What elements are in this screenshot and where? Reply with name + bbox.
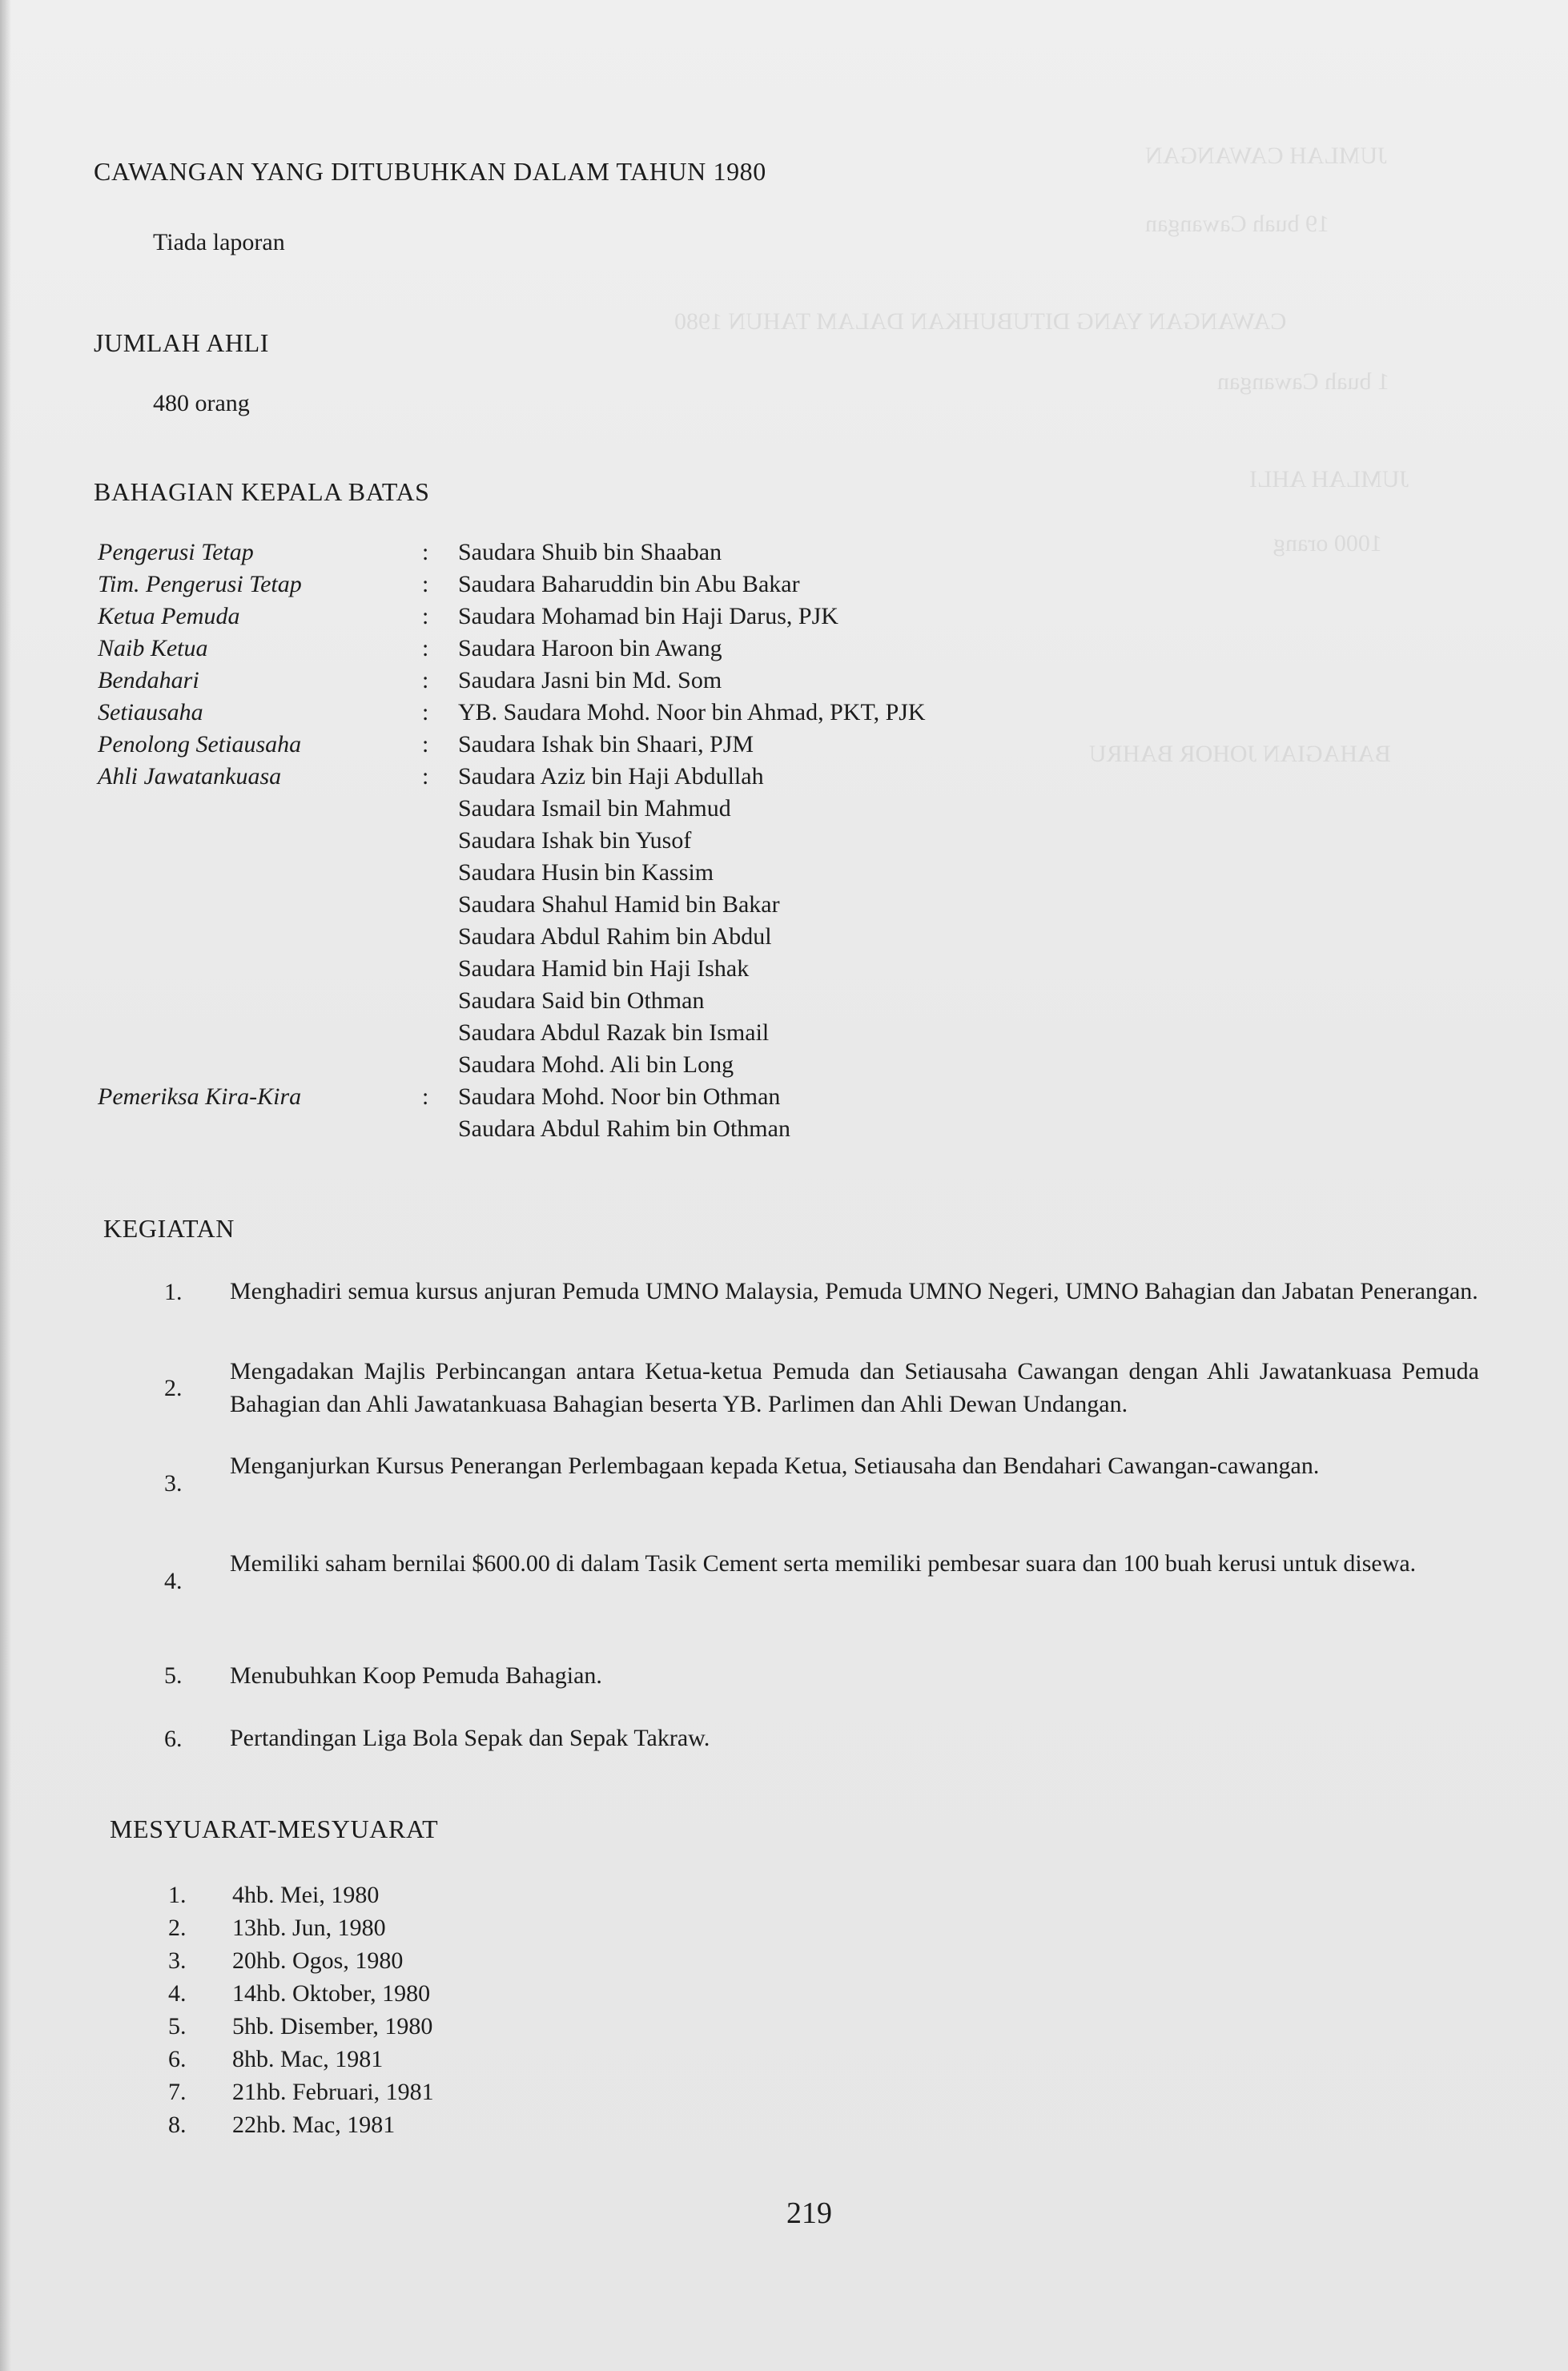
committee-name: Saudara Abdul Rahim bin Abdul	[458, 923, 772, 950]
meeting-number: 8.	[168, 2112, 187, 2138]
committee-name: Saudara Mohd. Ali bin Long	[458, 1051, 734, 1078]
meeting-number: 6.	[168, 2046, 187, 2072]
role-colon: :	[422, 635, 429, 661]
committee-name: Saudara Shuib bin Shaaban	[458, 539, 722, 565]
show-through-line: 19 buah Cawangan	[1145, 211, 1329, 237]
activity-text: Pertandingan Liga Bola Sepak dan Sepak Takraw.	[230, 1725, 710, 1751]
meeting-number: 3.	[168, 1947, 187, 1974]
activity-text: Menghadiri semua kursus anjuran Pemuda UMNO Malaysia, Pemuda UMNO Negeri, UMNO Bahagian dan Jabatan Penerangan.	[230, 1278, 1478, 1304]
role-colon: :	[422, 539, 429, 565]
section-heading-kegiatan: KEGIATAN	[103, 1214, 235, 1243]
activity-number: 3.	[164, 1470, 183, 1497]
meeting-number: 5.	[168, 2013, 187, 2039]
meeting-number: 4.	[168, 1980, 187, 2007]
committee-role: Pemeriksa Kira-Kira	[98, 1083, 302, 1110]
committee-name: Saudara Jasni bin Md. Som	[458, 667, 722, 693]
committee-name: Saudara Aziz bin Haji Abdullah	[458, 763, 764, 790]
committee-role: Ketua Pemuda	[98, 603, 240, 629]
committee-name: Saudara Ishak bin Shaari, PJM	[458, 731, 754, 758]
meeting-date: 5hb. Disember, 1980	[232, 2013, 433, 2039]
cawangan-report-text: Tiada laporan	[153, 229, 285, 255]
committee-name: Saudara Baharuddin bin Abu Bakar	[458, 571, 800, 597]
show-through-line: JUMLAH AHLI	[1249, 466, 1409, 492]
activity-text: Menganjurkan Kursus Penerangan Perlembagaan kepada Ketua, Setiausaha dan Bendahari Cawangan-cawangan.	[230, 1453, 1320, 1479]
show-through-line: 1000 orang	[1273, 530, 1382, 557]
meeting-number: 1.	[168, 1882, 187, 1908]
activity-text: Menubuhkan Koop Pemuda Bahagian.	[230, 1662, 602, 1689]
activity-number: 4.	[164, 1568, 183, 1594]
committee-name: YB. Saudara Mohd. Noor bin Ahmad, PKT, PJK	[458, 699, 926, 725]
committee-name: Saudara Ishak bin Yusof	[458, 827, 692, 854]
section-heading-bahagian: BAHAGIAN KEPALA BATAS	[94, 477, 430, 506]
page-number: 219	[786, 2196, 832, 2230]
committee-role: Penolong Setiausaha	[98, 731, 302, 758]
show-through-line: BAHAGIAN JOHOR BAHRU	[1089, 741, 1391, 767]
committee-name: Saudara Said bin Othman	[458, 987, 705, 1014]
activity-number: 6.	[164, 1726, 183, 1752]
role-colon: :	[422, 571, 429, 597]
meeting-date: 21hb. Februari, 1981	[232, 2079, 434, 2105]
meeting-date: 8hb. Mac, 1981	[232, 2046, 384, 2072]
committee-role: Pengerusi Tetap	[98, 539, 254, 565]
role-colon: :	[422, 1083, 429, 1110]
committee-role: Ahli Jawatankuasa	[98, 763, 282, 790]
committee-name: Saudara Haroon bin Awang	[458, 635, 722, 661]
role-colon: :	[422, 603, 429, 629]
activity-number: 2.	[164, 1375, 183, 1401]
show-through-line: CAWANGAN YANG DITUBUHKAN DALAM TAHUN 1980	[674, 308, 1287, 335]
meeting-number: 2.	[168, 1915, 187, 1941]
meeting-date: 13hb. Jun, 1980	[232, 1915, 386, 1941]
activity-number: 1.	[164, 1279, 183, 1305]
committee-name: Saudara Abdul Razak bin Ismail	[458, 1019, 770, 1046]
committee-name: Saudara Ismail bin Mahmud	[458, 795, 731, 822]
committee-role: Tim. Pengerusi Tetap	[98, 571, 302, 597]
committee-role: Naib Ketua	[98, 635, 208, 661]
role-colon: :	[422, 699, 429, 725]
section-heading-mesyuarat: MESYUARAT-MESYUARAT	[110, 1814, 439, 1843]
show-through-line: 1 buah Cawangan	[1217, 368, 1389, 395]
member-count-text: 480 orang	[153, 390, 250, 416]
committee-name: Saudara Mohd. Noor bin Othman	[458, 1083, 781, 1110]
meeting-date: 14hb. Oktober, 1980	[232, 1980, 431, 2007]
section-heading-jumlah-ahli: JUMLAH AHLI	[94, 328, 270, 357]
section-heading-cawangan: CAWANGAN YANG DITUBUHKAN DALAM TAHUN 1980	[94, 157, 766, 186]
committee-name: Saudara Shahul Hamid bin Bakar	[458, 891, 780, 918]
meeting-date: 20hb. Ogos, 1980	[232, 1947, 404, 1974]
committee-name: Saudara Husin bin Kassim	[458, 859, 714, 886]
role-colon: :	[422, 731, 429, 758]
role-colon: :	[422, 667, 429, 693]
activity-text: Memiliki saham bernilai $600.00 di dalam Tasik Cement serta memiliki pembesar suara dan 100 buah kerusi untuk disewa.	[230, 1550, 1417, 1577]
page-edge-shadow	[0, 0, 11, 2371]
role-colon: :	[422, 763, 429, 790]
activity-number: 5.	[164, 1662, 183, 1689]
meeting-number: 7.	[168, 2079, 187, 2105]
committee-name: Saudara Hamid bin Haji Ishak	[458, 955, 750, 982]
committee-name: Saudara Mohamad bin Haji Darus, PJK	[458, 603, 838, 629]
meeting-date: 4hb. Mei, 1980	[232, 1882, 380, 1908]
meeting-date: 22hb. Mac, 1981	[232, 2112, 396, 2138]
committee-role: Bendahari	[98, 667, 199, 693]
show-through-line: JUMLAH CAWANGAN	[1145, 143, 1387, 169]
committee-name: Saudara Abdul Rahim bin Othman	[458, 1115, 790, 1142]
activity-text: Mengadakan Majlis Perbincangan antara Ketua-ketua Pemuda dan Setiausaha Cawangan dengan Ahli Jawatankuasa Pemuda Bahagian dan Ahli Jawatankuasa Bahagian beserta YB. Parlimen dan Ahli Dewan Undangan.	[230, 1358, 1479, 1417]
committee-role: Setiausaha	[98, 699, 203, 725]
